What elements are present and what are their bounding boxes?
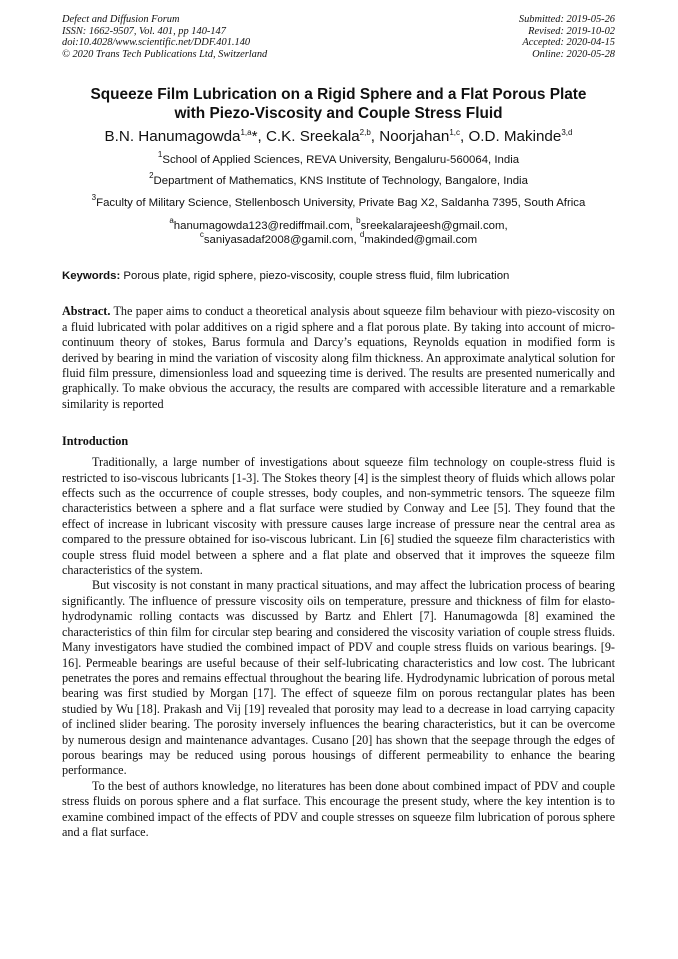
author-name: Noorjahan bbox=[379, 128, 450, 146]
intro-paragraph-1: Traditionally, a large number of investigations about squeeze film technology on couple-stress fluid is restricted to iso-viscous lubricants [1-3]. The Stokes theory [4] is the simplest theory of fluids which allows polar effects such as the occurrence of couple stresses, body couples, and non-symmetric tensors. The squeeze film characteristics between a sphere and a flat surface were studied by Conway and Lee [5]. They found that the effect of increase in lubricant viscosity with pressure causes large increase of pressure near the central area as compared to the pressure obtained for iso-viscous lubricant. Lin [6] studied the squeeze film characteristics with couple stress fluid model between a sphere and a flat plate and observed that it improves the squeeze film characteristics of the system. bbox=[62, 455, 615, 578]
email-address: hanumagowda123@rediffmail.com bbox=[173, 220, 350, 233]
affiliation-number: 1 bbox=[157, 150, 163, 160]
keywords-text: Porous plate, rigid sphere, piezo-viscosity, couple stress fluid, film lubrication bbox=[120, 270, 510, 283]
date-revised: Revised: 2019-10-02 bbox=[528, 25, 615, 37]
email-separator: , bbox=[353, 234, 360, 247]
paper-title bbox=[62, 85, 615, 123]
intro-paragraph-3: To the best of authors knowledge, no literatures has been done about combined impact of PDV and couple stress fluids on porous sphere and a flat surface. This encourage the present study, where the key intention is to examine combined impact of the effects of PDV and couple stresses on squeeze film lubrication of porous sphere and a flat surface. bbox=[62, 778, 615, 839]
email-line-2 bbox=[62, 230, 615, 247]
journal-issn: ISSN: 1662-9507, Vol. 401, pp 140-147 bbox=[62, 25, 226, 37]
email-address: makinded@gmail.com bbox=[364, 234, 478, 247]
affiliation-number: 3 bbox=[91, 193, 97, 203]
abstract-text: The paper aims to conduct a theoretical analysis about squeeze film behaviour with piezo-viscosity on a fluid lubricated with polar additives on a rigid sphere and a flat porous plate. By taking into account of micro-continuum theory of stokes, Barus formula and Darcy’s equations, Reynolds equation in modified form is derived by bearing in mind the variation of viscosity along film thickness. An approximate analytical solution for fluid film pressure, dimensionless load and squeezing time is derived. The results are presented numerically and graphically. To make obvious the accuracy, the results are compared with accessible literature and a remarkable similarity is reported bbox=[62, 304, 615, 411]
affiliation-3 bbox=[58, 193, 619, 210]
author-separator: , bbox=[257, 128, 266, 146]
author-name: C.K. Sreekala bbox=[265, 128, 360, 146]
author-emails bbox=[62, 216, 615, 247]
journal-copyright: © 2020 Trans Tech Publications Ltd, Switzerland bbox=[62, 48, 268, 60]
journal-doi: doi:10.4028/www.scientific.net/DDF.401.140 bbox=[62, 37, 251, 49]
journal-header bbox=[62, 14, 615, 60]
abstract-label: Abstract. bbox=[62, 304, 111, 319]
abstract bbox=[62, 304, 615, 412]
title-line-2: with Piezo-Viscosity and Couple Stress Fluid bbox=[174, 105, 503, 123]
affiliation-1 bbox=[62, 150, 615, 167]
section-heading-introduction: Introduction bbox=[62, 434, 129, 449]
affiliation-text: Department of Mathematics, KNS Institute of Technology, Bangalore, India bbox=[153, 175, 528, 188]
title-line-1: Squeeze Film Lubrication on a Rigid Sphere and a Flat Porous Plate bbox=[90, 86, 587, 104]
article-dates bbox=[519, 14, 615, 60]
affiliation-2 bbox=[62, 171, 615, 188]
author-separator: , bbox=[370, 128, 380, 146]
author-affiliation-mark: 3,d bbox=[561, 128, 573, 138]
date-online: Online: 2020-05-28 bbox=[532, 48, 615, 60]
keywords-label: Keywords: bbox=[62, 270, 121, 283]
journal-name: Defect and Diffusion Forum bbox=[62, 14, 180, 25]
corresponding-author-mark: * bbox=[251, 128, 258, 146]
author-affiliation-mark: 1,a bbox=[240, 128, 252, 138]
email-address: saniyasadaf2008@gamil.com bbox=[203, 234, 354, 247]
intro-paragraph-2: But viscosity is not constant in many practical situations, and may affect the lubrication process of bearing significantly. The influence of pressure viscosity oils on temperature, pressure and thickness of film for elasto-hydrodynamic rolling contacts was discussed by Bartz and Ehlert [7]. Hanumagowda [8] examined the characteristics of thin film for circular step bearing and considered the viscosity variation of couple stress fluids. Many investigators have studied the combined impact of PDV and couple stress fluids on various bearings. [9-16]. Permeable bearings are useful because of their self-lubricating characteristics and low cost. The lubricant penetrates the pores and remains effectual throughout the bearing life. Hydrodynamic lubrication of porous metal bearing was first studied by Morgan [17]. The effect of squeeze film on porous rectangular plates has been studied by Wu [18]. Prakash and Vij [19] revealed that porosity may lead to a decrease in load carrying capacity of inclined slider bearing. The porosity inversely influences the bearing characteristics, but it can be overcome by numerous design and maintenance advantages. Cusano [20] has shown that the seepage through the edges of porous bearings may be reduced using porous housings of different permeability to enhance the bearing performance. bbox=[62, 578, 615, 778]
author-name: B.N. Hanumagowda bbox=[104, 128, 241, 146]
email-separator: , bbox=[349, 220, 357, 233]
affiliation-text: School of Applied Sciences, REVA University, Bengaluru-560064, India bbox=[162, 154, 520, 167]
email-mark: a bbox=[169, 216, 174, 226]
email-line-1 bbox=[62, 216, 615, 233]
author-affiliation-mark: 1,c bbox=[449, 128, 461, 138]
paper-page bbox=[62, 14, 615, 840]
email-mark: c bbox=[199, 230, 204, 240]
author-affiliation-mark: 2,b bbox=[359, 128, 371, 138]
date-submitted: Submitted: 2019-05-26 bbox=[518, 14, 615, 25]
email-mark: d bbox=[359, 230, 365, 240]
affiliation-text: Faculty of Military Science, Stellenbosch University, Private Bag X2, Saldanha 7395, South Africa bbox=[96, 197, 586, 210]
keywords bbox=[62, 269, 615, 283]
email-separator: , bbox=[504, 220, 508, 233]
author-name: O.D. Makinde bbox=[468, 128, 562, 146]
email-address: sreekalarajeesh@gmail.com bbox=[360, 220, 505, 233]
date-accepted: Accepted: 2020-04-15 bbox=[522, 37, 615, 49]
affiliation-number: 2 bbox=[149, 171, 154, 181]
author-separator: , bbox=[460, 128, 469, 146]
email-mark: b bbox=[356, 216, 361, 226]
journal-info bbox=[62, 14, 267, 60]
author-list bbox=[62, 127, 615, 147]
